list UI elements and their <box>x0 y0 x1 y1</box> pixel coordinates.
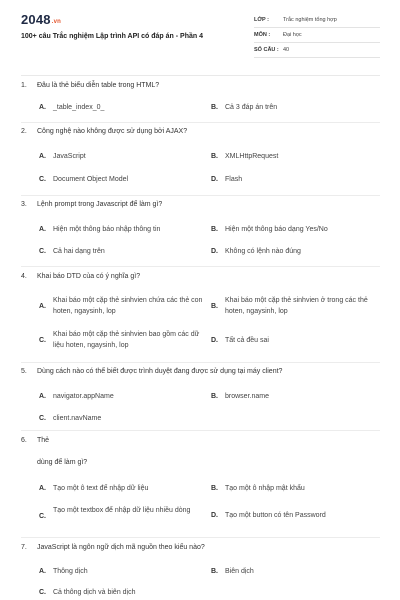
question-divider <box>21 537 380 538</box>
question-divider <box>21 195 380 196</box>
meta-row-subject <box>254 28 380 43</box>
meta-label: SỐ CÂU : <box>254 47 279 53</box>
meta-row-class <box>254 13 380 28</box>
question-text: 7. JavaScript là ngôn ngữ dịch mã nguồn theo kiểu nào? <box>21 544 205 551</box>
question-text: 2. Công nghệ nào không được sử dụng bởi AJAX? <box>21 128 188 135</box>
question-subtext: dùng để làm gì? <box>37 459 88 466</box>
logo-text: 2048 <box>21 12 51 27</box>
quiz-meta-table <box>254 13 380 58</box>
question-text: 5. Dùng cách nào có thể biết được trình duyệt đang được sử dụng tại máy client? <box>21 368 283 375</box>
meta-label: LỚP : <box>254 17 269 23</box>
header-divider <box>21 75 380 76</box>
logo-suffix: .vn <box>51 19 62 25</box>
meta-value: Đại học <box>283 32 302 38</box>
meta-value: Trắc nghiệm tổng hợp <box>283 17 337 23</box>
meta-row-count <box>254 43 380 58</box>
meta-label: MÔN : <box>254 32 271 38</box>
question-divider <box>21 362 380 363</box>
site-logo[interactable] <box>21 12 61 27</box>
document-header <box>0 0 400 78</box>
quiz-page: 2048.vn 100+ câu Trắc nghiệm Lập trình API có đáp án - Phần 4 LỚP : Trắc nghiệm tổng hợp MÔN : Đại học SỐ CÂU : 40 1. Đâu là thẻ biểu diễn table trong HTML? A. _table_index_0_ B. Cả 3 đáp án trên 2. Công nghệ nào không được sử dụng bởi AJAX? A. JavaScript B. XMLHttpRequest C. Document Object Model D. Flash 3. Lệnh prompt trong Javascript để làm gì? A. Hiện một thông báo nhập thông tin B. Hiện một thông báo dạng Yes/No C. Cả hai dạng trên D. Không có lệnh nào đúng 4. Khai báo DTD của có ý nghĩa gì? A. Khai báo một cặp thẻ sinhvien chứa các thẻ con hoten, ngaysinh, lop B. Khai báo một cặp thẻ sinhvien ở trong các thẻ hoten, ngaysinh, lop C. Khai báo một cặp thẻ sinhvien bao gồm các dữ liệu hoten, ngaysinh, lop D. Tất cả đều sai 5. Dùng cách nào có thể biết được trình duyệt đang được sử dụng tại máy client? A. navigator.appName B. browser.name C. client.navName 6. Thẻ dùng để làm gì? A. Tạo một ô text để nhập dữ liệu B. Tạo một ô nhập mật khẩu C. Tạo một textbox để nhập dữ liệu nhiều dòng D. Tạo một button có tên Password 7. JavaScript là ngôn ngữ dịch mã nguồn theo kiểu nào? A. Thông dịch B. Biên dịch C. Cả thông dịch và biên dịch <box>0 0 400 600</box>
question-divider <box>21 266 380 267</box>
question-divider <box>21 430 380 431</box>
question-text: 6. Thẻ <box>21 437 50 444</box>
question-text: 4. Khai báo DTD của có ý nghĩa gì? <box>21 273 141 280</box>
question-text: 3. Lệnh prompt trong Javascript để làm gì? <box>21 201 163 208</box>
question-text: 1. Đâu là thẻ biểu diễn table trong HTML? <box>21 82 160 89</box>
question-divider <box>21 122 380 123</box>
page-title: 100+ câu Trắc nghiệm Lập trình API có đáp án - Phần 4 <box>21 33 203 40</box>
meta-value: 40 <box>283 47 290 53</box>
